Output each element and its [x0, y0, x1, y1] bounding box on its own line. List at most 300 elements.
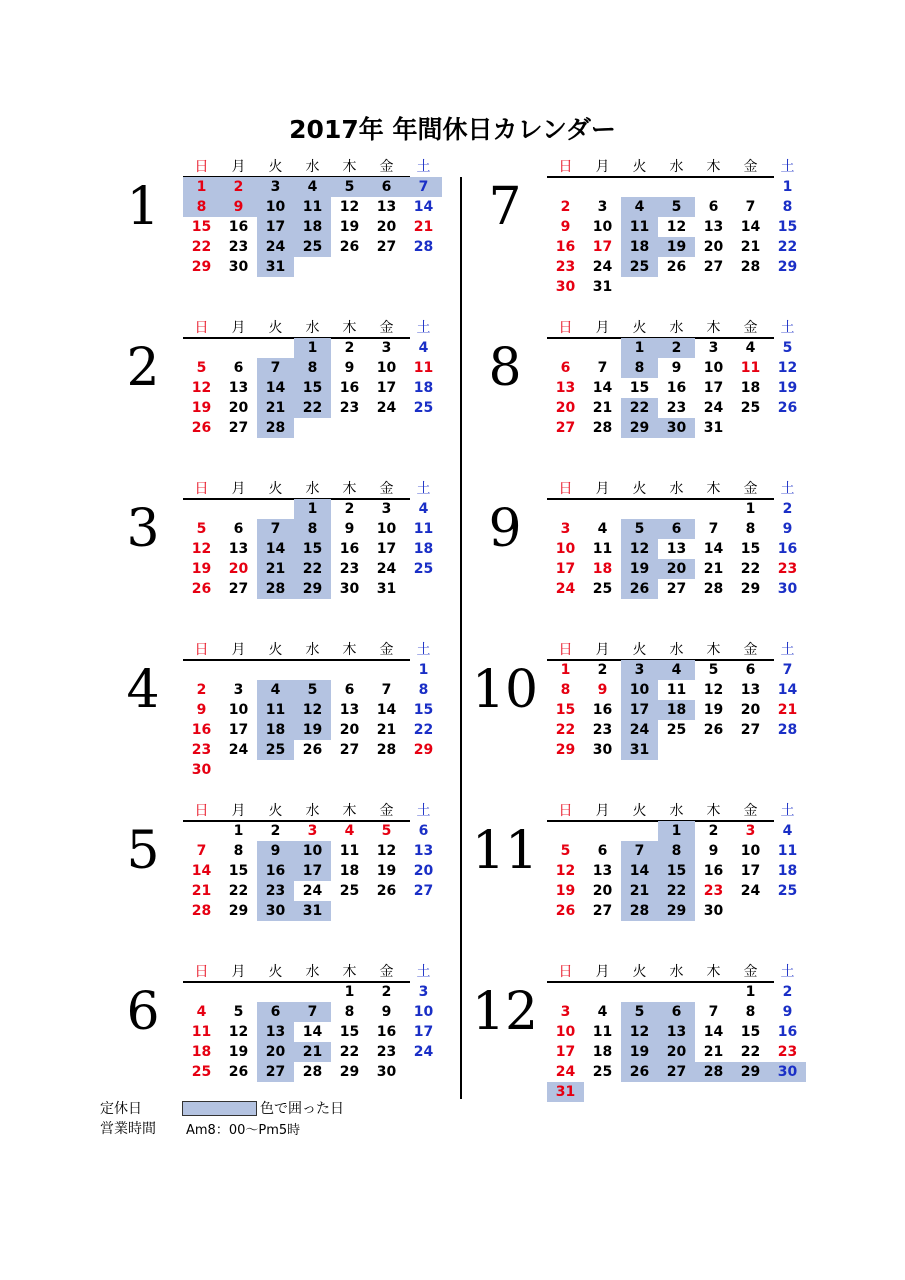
day-cell: 12	[703, 682, 724, 698]
day-cell: 8	[344, 1004, 355, 1020]
day-cell: 12	[777, 360, 798, 376]
day-cell: 18	[621, 237, 658, 257]
day-cell: 11	[592, 541, 613, 557]
day-cell: 11	[740, 360, 761, 376]
day-cell: 24	[228, 742, 249, 758]
weekday-label: 木	[706, 159, 721, 175]
day-cell: 15	[555, 702, 576, 718]
day-cell: 1	[344, 984, 355, 1000]
day-cell: 24	[302, 883, 323, 899]
day-cell: 29	[339, 1064, 360, 1080]
day-cell: 4	[658, 660, 695, 680]
day-cell: 13	[703, 219, 724, 235]
weekday-label: 火	[632, 481, 647, 497]
day-cell: 27	[376, 239, 397, 255]
day-cell: 20	[257, 1042, 294, 1062]
day-cell: 23	[376, 1044, 397, 1060]
day-cell: 29	[413, 742, 434, 758]
day-cell: 26	[376, 883, 397, 899]
weekday-label: 月	[231, 642, 246, 658]
day-cell: 23	[777, 1044, 798, 1060]
day-cell: 6	[658, 1002, 695, 1022]
day-cell: 19	[621, 1042, 658, 1062]
day-cell: 17	[621, 700, 658, 720]
day-cell: 24	[555, 581, 576, 597]
day-cell: 19	[228, 1044, 249, 1060]
day-cell: 10	[592, 219, 613, 235]
day-cell: 12	[555, 863, 576, 879]
day-cell: 7	[381, 682, 392, 698]
day-cell: 12	[294, 700, 331, 720]
day-cell: 19	[191, 561, 212, 577]
day-cell: 29	[228, 903, 249, 919]
day-cell: 30	[257, 901, 294, 921]
day-cell: 12	[191, 541, 212, 557]
day-cell: 11	[339, 843, 360, 859]
day-cell: 8	[621, 358, 658, 378]
day-cell: 16	[257, 861, 294, 881]
weekday-label: 土	[416, 803, 431, 819]
weekday-label: 金	[379, 320, 394, 336]
day-cell: 3	[233, 682, 244, 698]
weekday-label: 火	[632, 159, 647, 175]
day-cell: 21	[376, 722, 397, 738]
day-cell: 26	[666, 259, 687, 275]
day-cell: 9	[708, 843, 719, 859]
day-cell: 10	[555, 1024, 576, 1040]
day-cell: 15	[629, 380, 650, 396]
day-cell: 6	[233, 360, 244, 376]
day-cell: 13	[658, 1022, 695, 1042]
day-cell: 7	[257, 519, 294, 539]
day-cell: 17	[257, 217, 294, 237]
day-cell: 21	[257, 398, 294, 418]
closed-days-label: 定休日	[100, 1101, 142, 1117]
weekday-label: 月	[595, 803, 610, 819]
month-block	[547, 801, 798, 951]
day-cell: 20	[555, 400, 576, 416]
day-cell: 16	[666, 380, 687, 396]
day-cell: 18	[592, 1044, 613, 1060]
day-cell: 19	[777, 380, 798, 396]
day-cell: 22	[228, 883, 249, 899]
day-cell: 30	[658, 418, 695, 438]
day-cell: 7	[708, 1004, 719, 1020]
day-cell: 13	[592, 863, 613, 879]
weekday-label: 月	[231, 320, 246, 336]
month-number: 1	[126, 177, 160, 237]
day-cell: 1	[658, 821, 695, 841]
day-cell: 11	[592, 1024, 613, 1040]
day-cell: 17	[376, 541, 397, 557]
weekday-label: 水	[669, 481, 684, 497]
day-cell: 31	[621, 740, 658, 760]
day-cell: 18	[658, 700, 695, 720]
day-cell: 22	[339, 1044, 360, 1060]
day-cell: 18	[413, 541, 434, 557]
day-cell: 16	[592, 702, 613, 718]
weekday-label: 木	[342, 320, 357, 336]
day-cell: 24	[592, 259, 613, 275]
day-cell: 29	[294, 579, 331, 599]
weekday-label: 月	[595, 320, 610, 336]
day-cell: 16	[376, 1024, 397, 1040]
day-cell: 13	[555, 380, 576, 396]
day-cell: 13	[257, 1022, 294, 1042]
day-cell: 13	[740, 682, 761, 698]
day-cell: 13	[376, 199, 397, 215]
column-divider	[460, 177, 462, 1099]
day-cell: 9	[196, 702, 207, 718]
month-block	[183, 318, 434, 468]
day-cell: 18	[592, 561, 613, 577]
day-cell: 10	[703, 360, 724, 376]
day-cell: 15	[658, 861, 695, 881]
day-cell: 23	[592, 722, 613, 738]
weekday-label: 水	[669, 159, 684, 175]
day-cell: 13	[413, 843, 434, 859]
weekday-header	[183, 157, 431, 177]
day-cell: 24	[740, 883, 761, 899]
day-cell: 26	[777, 400, 798, 416]
day-cell: 26	[621, 1062, 658, 1082]
day-cell: 6	[560, 360, 571, 376]
day-cell: 25	[339, 883, 360, 899]
weekday-header	[183, 640, 431, 660]
day-cell: 30	[228, 259, 249, 275]
day-cell: 28	[257, 418, 294, 438]
weekday-label: 火	[268, 803, 283, 819]
weekday-label: 日	[558, 481, 573, 497]
day-cell: 29	[777, 259, 798, 275]
day-cell: 31	[257, 257, 294, 277]
business-hours-value: Am8：00～Pm5時	[186, 1123, 301, 1138]
weekday-label: 日	[194, 481, 209, 497]
day-cell: 2	[782, 984, 793, 1000]
day-cell: 20	[228, 561, 249, 577]
day-cell: 4	[344, 823, 355, 839]
weekday-label: 月	[595, 642, 610, 658]
day-cell: 28	[376, 742, 397, 758]
day-cell: 20	[703, 239, 724, 255]
day-cell: 16	[777, 541, 798, 557]
day-cell: 26	[302, 742, 323, 758]
day-cell: 18	[740, 380, 761, 396]
day-cell: 1	[782, 179, 793, 195]
day-cell: 28	[740, 259, 761, 275]
day-cell: 25	[413, 561, 434, 577]
day-cell: 11	[666, 682, 687, 698]
day-cell: 18	[413, 380, 434, 396]
day-cell: 28	[592, 420, 613, 436]
month-number: 12	[471, 982, 539, 1042]
day-cell: 3	[560, 521, 571, 537]
weekday-label: 火	[632, 964, 647, 980]
day-cell: 2	[560, 199, 571, 215]
day-cell: 21	[777, 702, 798, 718]
day-cell: 8	[294, 519, 331, 539]
weekday-label: 金	[743, 320, 758, 336]
weekday-label: 水	[669, 803, 684, 819]
day-cell: 29	[555, 742, 576, 758]
day-cell: 26	[339, 239, 360, 255]
month-number: 3	[126, 499, 160, 559]
day-cell: 13	[228, 541, 249, 557]
day-cell: 25	[777, 883, 798, 899]
day-cell: 12	[621, 1022, 658, 1042]
day-cell: 22	[294, 559, 331, 579]
day-cell: 15	[740, 1024, 761, 1040]
day-cell: 7	[196, 843, 207, 859]
month-block	[183, 640, 434, 790]
day-cell: 12	[621, 539, 658, 559]
weekday-label: 土	[780, 320, 795, 336]
day-cell: 29	[732, 1062, 769, 1082]
weekday-label: 火	[268, 964, 283, 980]
day-cell: 3	[307, 823, 318, 839]
month-block	[183, 157, 434, 307]
day-cell: 17	[555, 1044, 576, 1060]
day-cell: 2	[782, 501, 793, 517]
day-cell: 7	[708, 521, 719, 537]
day-cell: 11	[294, 197, 331, 217]
weekday-label: 月	[231, 481, 246, 497]
day-cell: 10	[376, 360, 397, 376]
weekday-label: 日	[558, 803, 573, 819]
day-cell: 14	[740, 219, 761, 235]
day-cell: 8	[560, 682, 571, 698]
day-cell: 11	[257, 700, 294, 720]
day-cell: 7	[257, 358, 294, 378]
day-cell: 12	[191, 380, 212, 396]
month-number: 10	[471, 660, 539, 720]
day-cell: 16	[339, 541, 360, 557]
holiday-swatch	[182, 1101, 257, 1116]
day-cell: 9	[597, 682, 608, 698]
day-cell: 15	[413, 702, 434, 718]
day-cell: 19	[703, 702, 724, 718]
day-cell: 4	[597, 521, 608, 537]
day-cell: 6	[597, 843, 608, 859]
day-cell: 23	[777, 561, 798, 577]
day-cell: 31	[592, 279, 613, 295]
month-number: 9	[488, 499, 522, 559]
day-cell: 8	[294, 358, 331, 378]
day-cell: 8	[183, 197, 220, 217]
day-cell: 2	[381, 984, 392, 1000]
day-cell: 21	[257, 559, 294, 579]
page-title: 2017年 年間休日カレンダー	[289, 115, 616, 144]
day-cell: 5	[560, 843, 571, 859]
day-cell: 4	[621, 197, 658, 217]
day-cell: 21	[703, 561, 724, 577]
day-cell: 3	[418, 984, 429, 1000]
day-cell: 21	[592, 400, 613, 416]
day-cell: 4	[418, 340, 429, 356]
weekday-label: 金	[379, 803, 394, 819]
weekday-label: 土	[416, 964, 431, 980]
day-cell: 24	[257, 237, 294, 257]
day-cell: 19	[191, 400, 212, 416]
weekday-label: 土	[416, 159, 431, 175]
day-cell: 17	[592, 239, 613, 255]
day-cell: 7	[597, 360, 608, 376]
month-block	[547, 318, 798, 468]
day-cell: 5	[196, 521, 207, 537]
month-block	[547, 962, 798, 1112]
weekday-label: 金	[379, 159, 394, 175]
day-cell: 1	[294, 499, 331, 519]
day-cell: 4	[294, 177, 331, 197]
day-cell: 20	[376, 219, 397, 235]
day-cell: 25	[413, 400, 434, 416]
day-cell: 23	[703, 883, 724, 899]
day-cell: 6	[708, 199, 719, 215]
weekday-label: 水	[305, 642, 320, 658]
day-cell: 10	[555, 541, 576, 557]
day-cell: 4	[597, 1004, 608, 1020]
day-cell: 1	[418, 662, 429, 678]
day-cell: 30	[592, 742, 613, 758]
day-cell: 6	[368, 177, 405, 197]
day-cell: 3	[745, 823, 756, 839]
day-cell: 15	[294, 378, 331, 398]
weekday-label: 月	[595, 159, 610, 175]
header-rule	[547, 176, 774, 178]
day-cell: 21	[191, 883, 212, 899]
day-cell: 3	[708, 340, 719, 356]
day-cell: 1	[745, 501, 756, 517]
day-cell: 14	[413, 199, 434, 215]
day-cell: 9	[344, 521, 355, 537]
day-cell: 12	[666, 219, 687, 235]
month-block	[183, 801, 434, 951]
day-cell: 25	[191, 1064, 212, 1080]
day-cell: 6	[257, 1002, 294, 1022]
day-cell: 1	[560, 662, 571, 678]
day-cell: 4	[418, 501, 429, 517]
day-cell: 5	[294, 680, 331, 700]
weekday-label: 月	[595, 481, 610, 497]
weekday-label: 木	[706, 964, 721, 980]
day-cell: 17	[294, 861, 331, 881]
day-cell: 23	[339, 561, 360, 577]
day-cell: 16	[703, 863, 724, 879]
day-cell: 16	[555, 239, 576, 255]
day-cell: 3	[597, 199, 608, 215]
day-cell: 28	[703, 581, 724, 597]
day-cell: 7	[782, 662, 793, 678]
day-cell: 3	[621, 660, 658, 680]
day-cell: 11	[191, 1024, 212, 1040]
month-number: 5	[126, 821, 160, 881]
weekday-header	[547, 318, 795, 338]
day-cell: 22	[191, 239, 212, 255]
day-cell: 16	[777, 1024, 798, 1040]
weekday-label: 土	[780, 159, 795, 175]
month-block	[547, 157, 798, 307]
day-cell: 19	[376, 863, 397, 879]
day-cell: 28	[257, 579, 294, 599]
day-cell: 30	[555, 279, 576, 295]
day-cell: 22	[621, 398, 658, 418]
weekday-label: 金	[379, 481, 394, 497]
weekday-label: 水	[305, 320, 320, 336]
day-cell: 10	[294, 841, 331, 861]
weekday-header	[547, 157, 795, 177]
day-cell: 12	[339, 199, 360, 215]
weekday-label: 火	[632, 642, 647, 658]
weekday-label: 土	[780, 481, 795, 497]
weekday-header	[547, 962, 795, 982]
day-cell: 23	[228, 239, 249, 255]
day-cell: 5	[621, 519, 658, 539]
day-cell: 27	[666, 581, 687, 597]
day-cell: 28	[191, 903, 212, 919]
day-cell: 24	[621, 720, 658, 740]
day-cell: 30	[339, 581, 360, 597]
closed-days-description: 色で囲った日	[260, 1101, 344, 1117]
day-cell: 28	[621, 901, 658, 921]
weekday-label: 土	[416, 642, 431, 658]
month-number: 11	[471, 821, 539, 881]
day-cell: 17	[555, 561, 576, 577]
day-cell: 18	[294, 217, 331, 237]
day-cell: 7	[294, 1002, 331, 1022]
weekday-label: 金	[743, 481, 758, 497]
day-cell: 22	[294, 398, 331, 418]
day-cell: 18	[257, 720, 294, 740]
day-cell: 14	[376, 702, 397, 718]
day-cell: 14	[257, 378, 294, 398]
day-cell: 9	[381, 1004, 392, 1020]
weekday-label: 水	[305, 964, 320, 980]
weekday-label: 火	[268, 320, 283, 336]
day-cell: 11	[413, 521, 434, 537]
day-cell: 9	[782, 1004, 793, 1020]
day-cell: 26	[191, 420, 212, 436]
day-cell: 20	[658, 1042, 695, 1062]
day-cell: 1	[294, 338, 331, 358]
weekday-label: 木	[706, 320, 721, 336]
day-cell: 24	[413, 1044, 434, 1060]
day-cell: 14	[621, 861, 658, 881]
weekday-label: 水	[305, 803, 320, 819]
day-cell: 9	[257, 841, 294, 861]
weekday-header	[183, 318, 431, 338]
day-cell: 26	[703, 722, 724, 738]
weekday-label: 日	[194, 642, 209, 658]
day-cell: 23	[666, 400, 687, 416]
day-cell: 3	[257, 177, 294, 197]
day-cell: 7	[745, 199, 756, 215]
weekday-label: 金	[743, 642, 758, 658]
day-cell: 14	[257, 539, 294, 559]
day-cell: 15	[228, 863, 249, 879]
day-cell: 30	[191, 762, 212, 778]
day-cell: 19	[621, 559, 658, 579]
day-cell: 22	[740, 561, 761, 577]
day-cell: 6	[418, 823, 429, 839]
day-cell: 25	[592, 1064, 613, 1080]
day-cell: 20	[228, 400, 249, 416]
day-cell: 14	[777, 682, 798, 698]
header-rule	[183, 659, 410, 661]
day-cell: 25	[621, 257, 658, 277]
month-number: 7	[488, 177, 522, 237]
day-cell: 4	[782, 823, 793, 839]
weekday-label: 火	[632, 320, 647, 336]
